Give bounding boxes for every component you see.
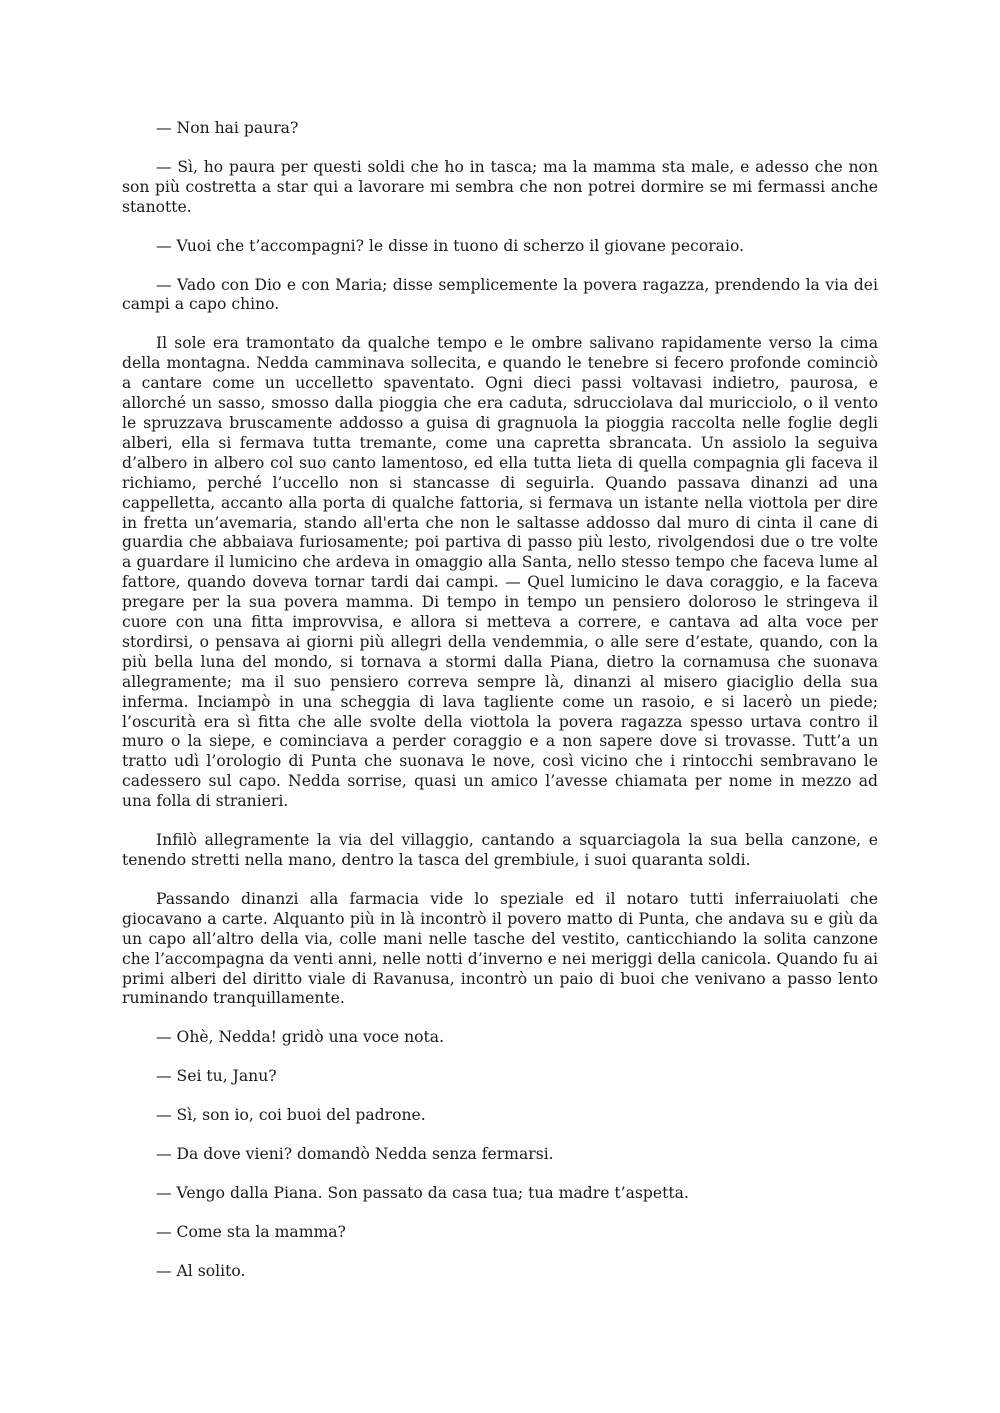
paragraph: — Da dove vieni? domandò Nedda senza fermarsi. <box>156 1145 554 1164</box>
paragraph: — Vado con Dio e con Maria; disse semplicemente la povera ragazza, prendendo la via dei campi a capo chino. <box>122 275 878 314</box>
paragraph: — Ohè, Nedda! gridò una voce nota. <box>156 1028 445 1047</box>
paragraph: — Sì, son io, coi buoi del padrone. <box>156 1106 426 1125</box>
paragraph: — Sì, ho paura per questi soldi che ho in tasca; ma la mamma sta male, e adesso che non son più costretta a star qui a lavorare mi sembra che non potrei dormire se mi fermassi anche stanotte. <box>122 157 878 216</box>
paragraph: — Sei tu, Janu? <box>156 1067 277 1086</box>
paragraph: Passando dinanzi alla farmacia vide lo speziale ed il notaro tutti inferraiuolati che giocavano a carte. Alquanto più in là incontrò il povero matto di Punta, che andava su e giù da un capo all’altro della via, colle mani nelle tasche del vestito, canticchiando la solita canzone che l’accompagna da venti anni, nelle notti d’inverno e nei meriggi della canicola. Quando fu ai primi alberi del diritto viale di Ravanusa, incontrò un paio di buoi che venivano a passo lento ruminando tranquillamente. <box>122 889 878 1008</box>
paragraph: — Al solito. <box>156 1261 246 1280</box>
paragraph: — Non hai paura? <box>156 119 299 137</box>
text-body <box>122 119 878 1282</box>
paragraph: — Vengo dalla Piana. Son passato da casa tua; tua madre t’aspetta. <box>156 1183 689 1202</box>
paragraph: — Come sta la mamma? <box>156 1222 346 1241</box>
paragraph: — Vuoi che t’accompagni? le disse in tuono di scherzo il giovane pecoraio. <box>156 236 745 255</box>
paragraph: Infilò allegramente la via del villaggio, cantando a squarciagola la sua bella canzone, e tenendo stretti nella mano, dentro la tasca del grembiule, i suoi quaranta soldi. <box>122 831 878 869</box>
paragraph: Il sole era tramontato da qualche tempo e le ombre salivano rapidamente verso la cima della montagna. Nedda camminava sollecita, e quando le tenebre si fecero profonde cominciò a cantare come un uccelletto spaventato. Ogni dieci passi voltavasi indietro, paurosa, e allorché un sasso, smosso dalla pioggia che era caduta, sdrucciolava dal muricciolo, o il vento le spruzzava bruscamente addosso a guisa di gragnuola la pioggia raccolta nelle foglie degli alberi, ella si fermava tutta tremante, come una capretta sbrancata. Un assiolo la seguiva d’albero in albero col suo canto lamentoso, ed ella tutta lieta di quella compagnia gli faceva il richiamo, perché l’uccello non si stancasse di seguirla. Quando passava dinanzi ad una cappelletta, accanto alla porta di qualche fattoria, si fermava un istante nella viottola per dire in fretta un’avemaria, stando all'erta che non le saltasse addosso dal muro di cinta il cane di guardia che abbaiava furiosamente; poi partiva di passo più lesto, rivolgendosi due o tre volte a guardare il lumicino che ardeva in omaggio alla Santa, nello stesso tempo che faceva lume al fattore, quando doveva tornar tardi dai campi. — Quel lumicino le dava coraggio, e la faceva pregare per la sua povera mamma. Di tempo in tempo un pensiero doloroso le stringeva il cuore con una fitta improvvisa, e allora si metteva a correre, e cantava ad alta voce per stordirsi, o pensava ai giorni più allegri della vendemmia, o alle sere d’estate, quando, con la più bella luna del mondo, si tornava a stormi dalla Piana, dietro la cornamusa che suonava allegramente; ma il suo pensiero correva sempre là, dinanzi al misero giaciglio della sua inferma. Inciampò in una scheggia di lava tagliente come un rasoio, e si lacerò un piede; l’oscurità era sì fitta che alle svolte della viottola la povera ragazza spesso urtava contro il muro o la siepe, e cominciava a perder coraggio e a non sapere dove si trovasse. Tutt’a un tratto udì l’orologio di Punta che suonava le nove, così vicino che i rintocchi sembravano le cadessero sul capo. Nedda sorrise, quasi un amico l’avesse chiamata per nome in mezzo ad una folla di stranieri. <box>122 334 878 811</box>
